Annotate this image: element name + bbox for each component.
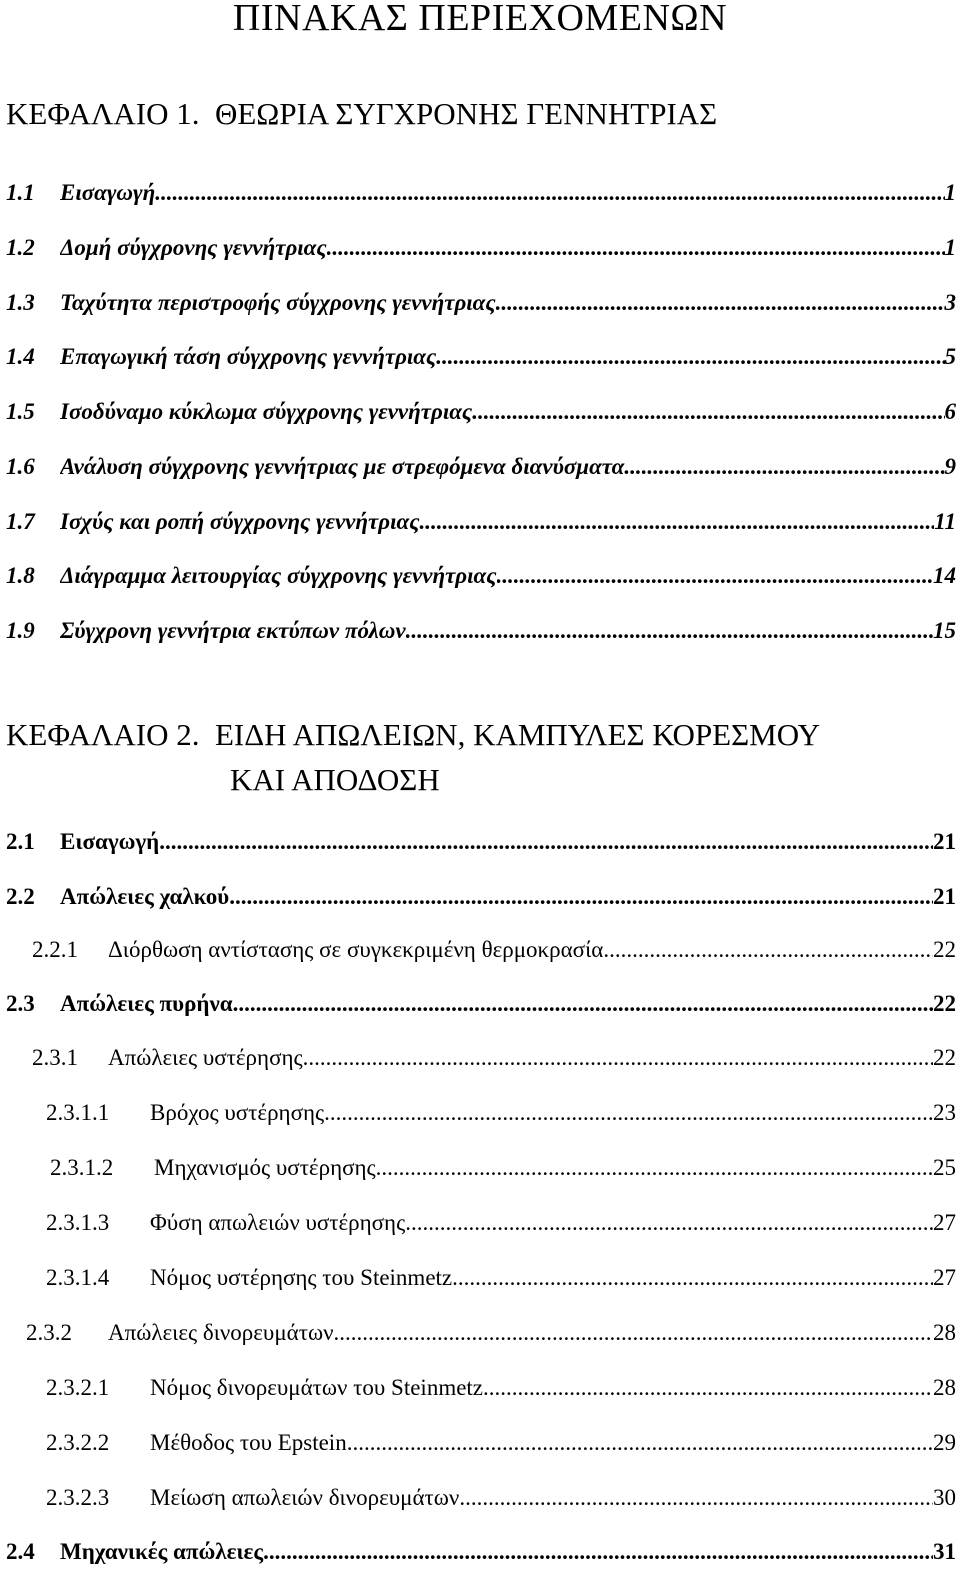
dot-leader (155, 176, 944, 210)
entry-leader (150, 1426, 956, 1460)
chapter-2-title-line2: ΚΑΙ ΑΠΟΔΟΣΗ (230, 762, 440, 797)
toc-entry-2-3-1-3[interactable] (0, 1206, 960, 1240)
dot-leader (419, 505, 934, 539)
toc-entry-2-3-1[interactable] (0, 1041, 960, 1075)
entry-leader (60, 1535, 956, 1569)
entry-page: 11 (934, 509, 956, 534)
entry-title: Ανάλυση σύγχρονης γεννήτριας με στρεφόμενα διανύσματα (60, 454, 625, 479)
entry-leader (60, 395, 956, 429)
entry-page: 29 (933, 1430, 956, 1455)
entry-leader (154, 1151, 956, 1185)
dot-leader (436, 340, 944, 374)
entry-title: Εισαγωγή (60, 829, 160, 854)
entry-title: Απώλειες πυρήνα (60, 991, 233, 1016)
entry-number: 2.3.2.1 (46, 1375, 110, 1400)
entry-leader (60, 340, 956, 374)
entry-title: Δομή σύγχρονης γεννήτριας (60, 235, 327, 260)
dot-leader (159, 825, 933, 859)
dot-leader (303, 1041, 933, 1075)
dot-leader (496, 286, 945, 320)
toc-entry-2-3-2-3[interactable] (0, 1481, 960, 1515)
entry-number: 1.1 (6, 180, 35, 205)
entry-page: 14 (933, 563, 956, 588)
toc-entry-2-3-1-4[interactable] (0, 1261, 960, 1295)
entry-number: 1.5 (6, 399, 35, 424)
entry-number: 2.3.1.2 (50, 1155, 114, 1180)
entry-title: Φύση απωλειών υστέρησης (150, 1210, 406, 1235)
entry-title: Διόρθωση αντίστασης σε συγκεκριμένη θερμοκρασία (108, 937, 604, 962)
entry-number: 1.8 (6, 563, 35, 588)
entry-title: Διάγραμμα λειτουργίας σύγχρονης γεννήτριας (60, 563, 497, 588)
toc-entry-1-8[interactable] (0, 559, 960, 593)
entry-leader (60, 987, 956, 1021)
toc-entry-2-1[interactable] (0, 825, 960, 859)
dot-leader (483, 1371, 933, 1405)
entry-title: Ισχύς και ροπή σύγχρονης γεννήτριας (60, 509, 420, 534)
dot-leader (334, 1316, 934, 1350)
entry-page: 6 (944, 399, 956, 424)
toc-entry-1-6[interactable] (0, 450, 960, 484)
dot-leader (327, 231, 945, 265)
entry-title: Νόμος υστέρησης του Steinmetz (150, 1265, 453, 1290)
toc-entry-1-9[interactable] (0, 614, 960, 648)
entry-number: 1.2 (6, 235, 35, 260)
dot-leader (452, 1261, 933, 1295)
entry-title: Μηχανικές απώλειες (60, 1539, 264, 1564)
entry-number: 1.6 (6, 454, 35, 479)
entry-leader (60, 450, 956, 484)
entry-number: 1.3 (6, 290, 35, 315)
entry-leader (150, 1261, 956, 1295)
entry-page: 30 (933, 1485, 956, 1510)
entry-title: Βρόχος υστέρησης (150, 1100, 325, 1125)
chapter-1-number: ΚΕΦΑΛΑΙΟ 1. (6, 96, 200, 131)
toc-entry-1-2[interactable] (0, 231, 960, 265)
entry-number: 2.1 (6, 829, 35, 854)
dot-leader (459, 1481, 933, 1515)
entry-leader (60, 505, 956, 539)
entry-number: 2.2.1 (32, 937, 78, 962)
entry-page: 22 (933, 991, 956, 1016)
entry-page: 25 (933, 1155, 956, 1180)
entry-page: 1 (944, 180, 956, 205)
entry-number: 2.3.2 (26, 1320, 72, 1345)
dot-leader (324, 1096, 933, 1130)
entry-title: Απώλειες υστέρησης (108, 1045, 303, 1070)
toc-entry-2-3-2-2[interactable] (0, 1426, 960, 1460)
dot-leader (233, 987, 933, 1021)
chapter-2-number: ΚΕΦΑΛΑΙΟ 2. (6, 717, 200, 752)
entry-page: 1 (944, 235, 956, 260)
chapter-1-heading (6, 94, 717, 134)
entry-number: 2.4 (6, 1539, 35, 1564)
entry-leader (60, 825, 956, 859)
toc-entry-1-4[interactable] (0, 340, 960, 374)
dot-leader (406, 614, 933, 648)
entry-number: 2.3.1 (32, 1045, 78, 1070)
chapter-2-title-line1: ΕΙΔΗ ΑΠΩΛΕΙΩΝ, ΚΑΜΠΥΛΕΣ ΚΟΡΕΣΜΟΥ (214, 717, 820, 752)
toc-entry-2-3[interactable] (0, 987, 960, 1021)
entry-number: 2.3.1.3 (46, 1210, 110, 1235)
entry-title: Μηχανισμός υστέρησης (154, 1155, 376, 1180)
entry-page: 22 (933, 1045, 956, 1070)
entry-leader (60, 880, 956, 914)
entry-title: Ισοδύναμο κύκλωμα σύγχρονης γεννήτριας (60, 399, 473, 424)
entry-leader (108, 1316, 956, 1350)
entry-leader (60, 286, 956, 320)
page-title: ΠΙΝΑΚΑΣ ΠΕΡΙΕΧΟΜΕΝΩΝ (232, 0, 728, 39)
entry-leader (60, 176, 956, 210)
entry-page: 22 (933, 937, 956, 962)
entry-page: 9 (944, 454, 956, 479)
entry-title: Μείωση απωλειών δινορευμάτων (150, 1485, 460, 1510)
entry-leader (150, 1371, 956, 1405)
entry-page: 23 (933, 1100, 956, 1125)
dot-leader (229, 880, 933, 914)
entry-page: 27 (933, 1265, 956, 1290)
entry-page: 28 (933, 1375, 956, 1400)
entry-leader (150, 1206, 956, 1240)
dot-leader (405, 1206, 933, 1240)
dot-leader (347, 1426, 933, 1460)
entry-number: 2.2 (6, 884, 35, 909)
entry-leader (108, 1041, 956, 1075)
entry-title: Σύγχρονη γεννήτρια εκτύπων πόλων (60, 618, 406, 643)
entry-page: 27 (933, 1210, 956, 1235)
toc-entry-2-3-2[interactable] (0, 1316, 960, 1350)
entry-leader (150, 1481, 956, 1515)
toc-entry-2-3-1-1[interactable] (0, 1096, 960, 1130)
entry-number: 1.7 (6, 509, 35, 534)
toc-entry-1-1[interactable] (0, 176, 960, 210)
dot-leader (376, 1151, 933, 1185)
toc-entry-1-5[interactable] (0, 395, 960, 429)
entry-number: 2.3 (6, 991, 35, 1016)
entry-title: Μέθοδος του Epstein (150, 1430, 347, 1455)
dot-leader (624, 450, 944, 484)
entry-title: Νόμος δινορευμάτων του Steinmetz (150, 1375, 484, 1400)
entry-page: 21 (933, 829, 956, 854)
entry-number: 2.3.2.3 (46, 1485, 110, 1510)
entry-page: 21 (933, 884, 956, 909)
entry-leader (60, 231, 956, 265)
toc-entry-2-3-1-2[interactable] (0, 1151, 960, 1185)
entry-number: 2.3.2.2 (46, 1430, 110, 1455)
entry-number: 1.9 (6, 618, 35, 643)
entry-title: Επαγωγική τάση σύγχρονης γεννήτριας (60, 344, 437, 369)
entry-number: 1.4 (6, 344, 35, 369)
toc-entry-2-2[interactable] (0, 880, 960, 914)
toc-entry-2-4[interactable] (0, 1535, 960, 1569)
entry-page: 3 (944, 290, 956, 315)
entry-leader (60, 614, 956, 648)
entry-number: 2.3.1.1 (46, 1100, 110, 1125)
toc-entry-2-2-1[interactable] (0, 933, 960, 967)
entry-leader (108, 933, 956, 967)
entry-page: 15 (933, 618, 956, 643)
entry-title: Εισαγωγή (60, 180, 156, 205)
entry-title: Ταχύτητα περιστροφής σύγχρονης γεννήτριας (60, 290, 496, 315)
entry-title: Απώλειες δινορευμάτων (108, 1320, 334, 1345)
dot-leader (263, 1535, 933, 1569)
entry-leader (150, 1096, 956, 1130)
entry-leader (60, 559, 956, 593)
dot-leader (603, 933, 933, 967)
chapter-2-heading (6, 715, 820, 755)
entry-title: Απώλειες χαλκού (60, 884, 230, 909)
entry-page: 28 (933, 1320, 956, 1345)
toc-entry-2-3-2-1[interactable] (0, 1371, 960, 1405)
entry-page: 5 (944, 344, 956, 369)
dot-leader (497, 559, 933, 593)
dot-leader (472, 395, 944, 429)
chapter-1-title: ΘΕΩΡΙΑ ΣΥΓΧΡΟΝΗΣ ΓΕΝΝΗΤΡΙΑΣ (214, 96, 718, 131)
entry-page: 31 (933, 1539, 956, 1564)
toc-entry-1-7[interactable] (0, 505, 960, 539)
entry-number: 2.3.1.4 (46, 1265, 110, 1290)
toc-entry-1-3[interactable] (0, 286, 960, 320)
